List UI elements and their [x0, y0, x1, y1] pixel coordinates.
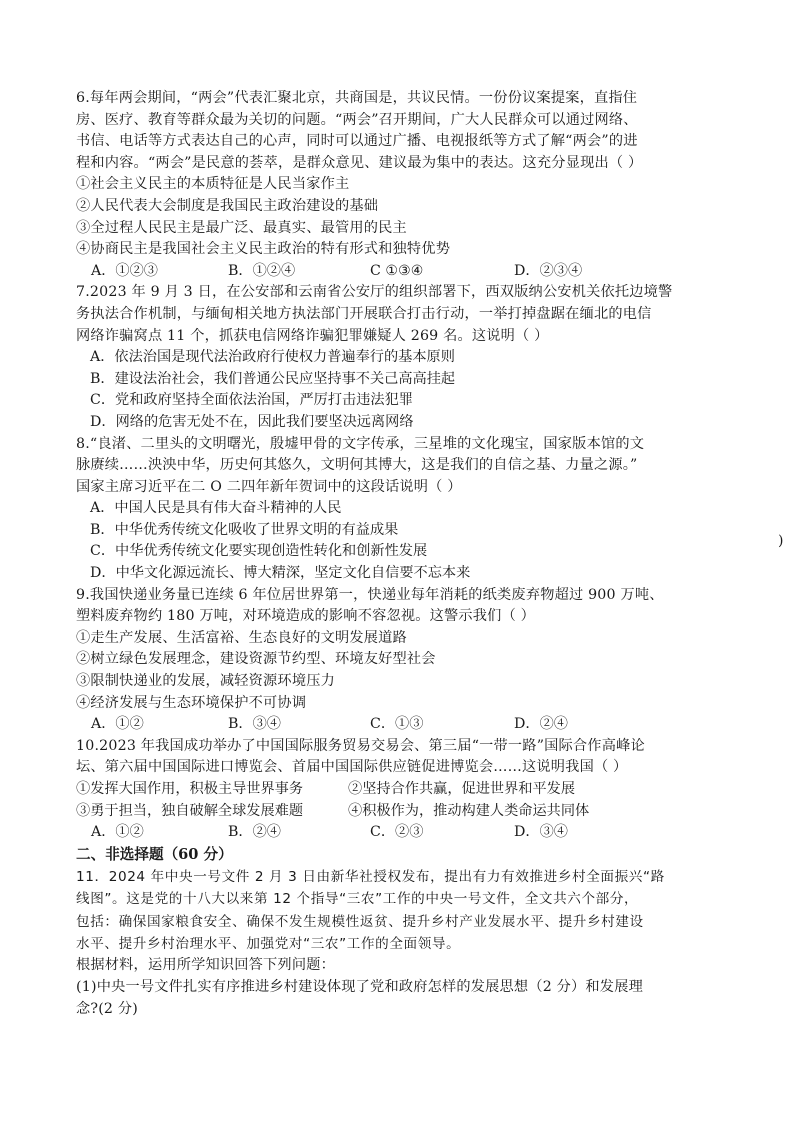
- question-8-stem-line: 国家主席习近平在二 O 二四年新年贺词中的这段话说明（ ）: [76, 478, 462, 495]
- option-d[interactable]: D．③④: [514, 824, 568, 841]
- option-b[interactable]: B．②④: [228, 824, 281, 841]
- question-8-stem-line: 8.“良渚、二里头的文明曙光，殷墟甲骨的文字传承，三星堆的文化瑰宝，国家版本馆的文: [76, 435, 645, 452]
- question-9-options: [76, 714, 726, 736]
- question-7-stem-line: 7.2023 年 9 月 3 日，在公安部和云南省公安厅的组织部署下，西双版纳公安机关依托边境警: [76, 284, 673, 301]
- option-c[interactable]: C．中华优秀传统文化要实现创造性转化和创新性发展: [90, 543, 428, 560]
- question-6-stem-line: 房、医疗、教育等群众最为关切的问题。“两会”召开期间，广大人民群众可以通过网络、: [76, 111, 638, 128]
- question-9-item: ③限制快递业的发展，减轻资源环境压力: [76, 673, 335, 690]
- question-11-stem-line: 线图”。这是党的十八大以来第 12 个指导“三农”工作的中央一号文件，全文共六个部分，: [76, 891, 639, 908]
- question-11-instruction: 根据材料，运用所学知识回答下列问题：: [76, 957, 335, 974]
- question-10-item: ③勇于担当，独自破解全球发展难题: [76, 802, 304, 819]
- question-9-stem-line: 9.我国快递业务量已连续 6 年位居世界第一，快递业每年消耗的纸类废弃物超过 900 万吨、: [76, 586, 664, 603]
- question-8-stem-line: 脉赓续……泱泱中华，历史何其悠久，文明何其博大，这是我们的自信之基、力量之源。”: [76, 457, 638, 474]
- question-7-stem-line: 网络诈骗窝点 11 个，抓获电信网络诈骗犯罪嫌疑人 269 名。这说明（ ）: [76, 327, 549, 344]
- question-10-stem-line: 10.2023 年我国成功举办了中国国际服务贸易交易会、第三届“一带一路”国际合作高峰论: [76, 737, 645, 754]
- option-c[interactable]: C．党和政府坚持全面依法治国，严厉打击违法犯罪: [90, 392, 413, 409]
- question-7-stem-line: 务执法合作机制，与缅甸相关地方执法部门开展联合打击行动，一举打掉盘踞在缅北的电信: [76, 305, 652, 322]
- option-a[interactable]: A．中国人民是具有伟大奋斗精神的人民: [90, 500, 342, 517]
- question-6-item: ④协商民主是我国社会主义民主政治的特有形式和独特优势: [76, 241, 451, 258]
- question-8: [76, 434, 726, 585]
- question-6-item: ②人民代表大会制度是我国民主政治建设的基础: [76, 197, 379, 214]
- option-d[interactable]: D．网络的危害无处不在，因此我们要坚决远离网络: [90, 413, 414, 430]
- question-6-stem-line: 程和内容。“两会”是民意的荟萃，是群众意见、建议最为集中的表达。这充分显现出（ ）: [76, 154, 643, 171]
- option-b[interactable]: B．中华优秀传统文化吸收了世界文明的有益成果: [90, 521, 399, 538]
- margin-bracket-mark: ): [778, 533, 784, 549]
- question-10-item-row: [76, 801, 726, 823]
- question-10-item: ①发挥大国作用，积极主导世界事务: [76, 781, 304, 797]
- option-a[interactable]: A．①②: [91, 716, 144, 733]
- question-11-sub-question: 念?(2 分): [76, 1000, 138, 1017]
- option-a[interactable]: A．①②: [91, 824, 144, 841]
- option-b[interactable]: B．③④: [228, 716, 281, 733]
- question-11-stem-line: 11．2024 年中央一号文件 2 月 3 日由新华社授权发布，提出有力有效推进乡村全面振兴“路: [76, 868, 665, 885]
- question-9-item: ①走生产发展、生活富裕、生态良好的文明发展道路: [76, 629, 407, 646]
- question-11: [76, 866, 726, 1020]
- question-6-stem-line: 6.每年两会期间，“两会”代表汇聚北京，共商国是，共议民情。一份份议案提案，直指住: [76, 90, 638, 106]
- question-9-stem-line: 塑料废弃物约 180 万吨，对环境造成的影响不容忽视。这警示我们（ ）: [76, 608, 536, 625]
- question-10-options: [76, 822, 726, 844]
- option-d[interactable]: D．②③④: [514, 262, 583, 279]
- option-a[interactable]: A．依法治国是现代法治政府行使权力普遍奉行的基本原则: [90, 349, 455, 366]
- option-d[interactable]: D．②④: [514, 716, 568, 733]
- option-c[interactable]: C．①③: [370, 716, 424, 733]
- option-d[interactable]: D．中华文化源远流长、博大精深，坚定文化自信要不忘本来: [90, 565, 471, 582]
- question-7: [76, 282, 726, 433]
- question-6-options: [76, 261, 726, 283]
- question-10: [76, 736, 726, 844]
- section-heading: 二、非选择题（60 分）: [76, 845, 233, 863]
- question-10-item: ④积极作为，推动构建人类命运共同体: [348, 802, 590, 819]
- exam-content: [76, 88, 726, 1020]
- question-6-stem-line: 书信、电话等方式表达自己的心声，同时可以通过广播、电视报纸等方式了解“两会”的进: [76, 133, 638, 150]
- question-9-item: ④经济发展与生态环境保护不可协调: [76, 694, 307, 711]
- question-10-stem-line: 坛、第六届中国国际进口博览会、首届中国国际供应链促进博览会……这说明我国（ ）: [76, 759, 628, 776]
- option-b[interactable]: B．①②④: [228, 262, 296, 279]
- question-11-sub-question: (1)中央一号文件扎实有序推进乡村建设体现了党和政府怎样的发展思想（2 分）和发展理: [76, 979, 643, 995]
- option-a[interactable]: A．①②③: [91, 262, 158, 279]
- question-6: [76, 88, 726, 282]
- question-6-item: ①社会主义民主的本质特征是人民当家作主: [76, 176, 350, 193]
- question-6-item: ③全过程人民民主是最广泛、最真实、最管用的民主: [76, 219, 407, 236]
- question-10-item-row: [76, 779, 726, 801]
- option-c[interactable]: C．②③: [370, 824, 424, 841]
- question-11-stem-line: 包括：确保国家粮食安全、确保不发生规模性返贫、提升乡村产业发展水平、提升乡村建设: [76, 913, 644, 930]
- question-9: [76, 585, 726, 736]
- option-b[interactable]: B．建设法治社会，我们普通公民应坚持事不关己高高挂起: [90, 370, 456, 387]
- option-c[interactable]: C ①③④: [370, 262, 424, 279]
- question-10-item: ②坚持合作共赢，促进世界和平发展: [348, 781, 576, 797]
- question-9-item: ②树立绿色发展理念，建设资源节约型、环境友好型社会: [76, 651, 436, 668]
- question-11-stem-line: 水平、提升乡村治理水平、加强党对“三农”工作的全面领导。: [76, 936, 461, 952]
